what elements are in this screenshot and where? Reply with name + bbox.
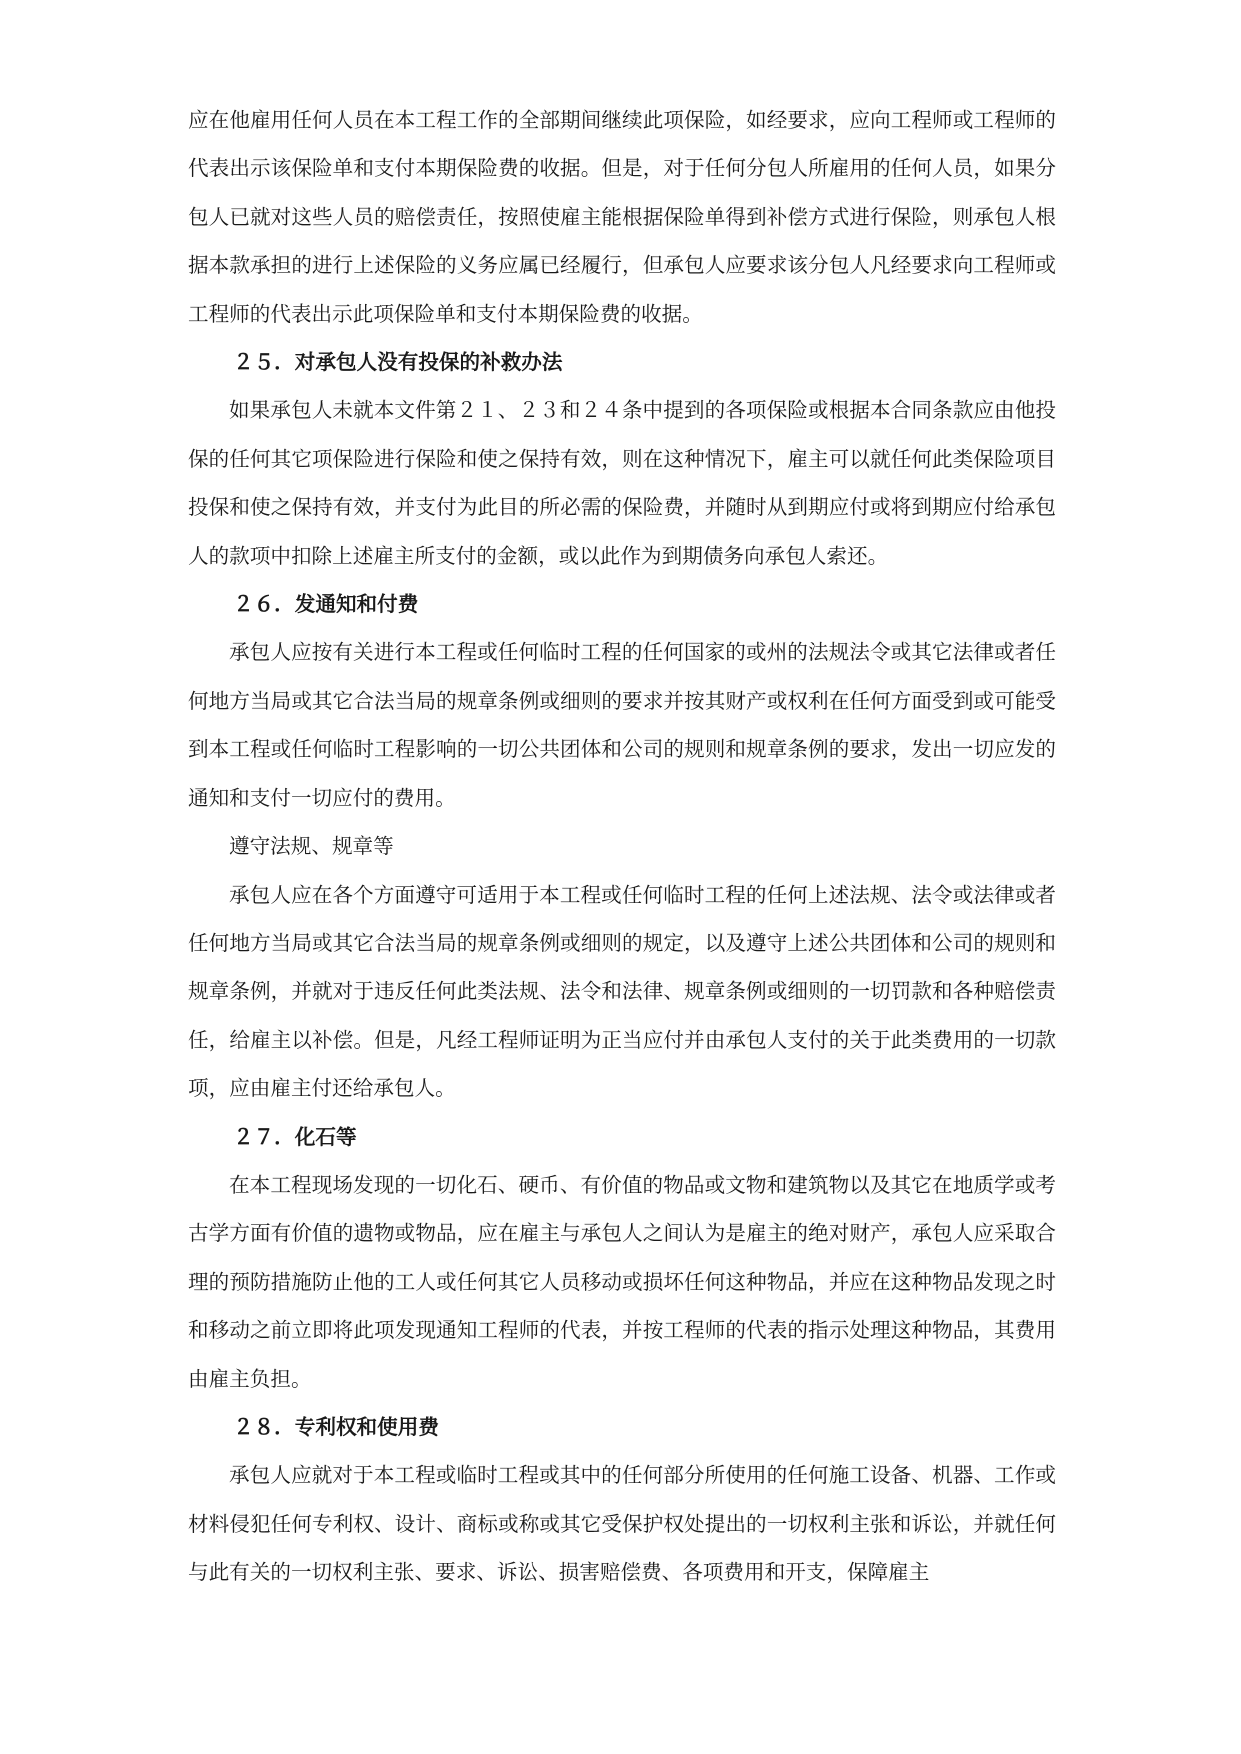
heading-section-27: ２７．化石等 (233, 1124, 357, 1149)
paragraph-section-25: 如果承包人未就本文件第２１、２３和２４条中提到的各项保险或根据本合同条款应由他投保的任何其它项保险进行保险和使之保持有效，则在这种情况下，雇主可以就任何此类保险项目投保和使之保持有效，并支付为此目的所必需的保险费，并随时从到期应付或将到期应付给承包人的款项中扣除上述雇主所支付的金额，或以此作为到期债务向承包人索还。 (188, 398, 1056, 568)
heading-section-25: ２５．对承包人没有投保的补救办法 (233, 350, 563, 375)
heading-section-28: ２８．专利权和使用费 (233, 1414, 439, 1439)
paragraph-section-28: 承包人应就对于本工程或临时工程或其中的任何部分所使用的任何施工设备、机器、工作或材料侵犯任何专利权、设计、商标或称或其它受保护权处提出的一切权利主张和诉讼，并就任何与此有关的一切权利主张、要求、诉讼、损害赔偿费、各项费用和开支，保障雇主 (188, 1463, 1056, 1585)
paragraph-section-27: 在本工程现场发现的一切化石、硬币、有价值的物品或文物和建筑物以及其它在地质学或考古学方面有价值的遗物或物品，应在雇主与承包人之间认为是雇主的绝对财产，承包人应采取合理的预防措施防止他的工人或任何其它人员移动或损坏任何这种物品，并应在这种物品发现之时和移动之前立即将此项发现通知工程师的代表，并按工程师的代表的指示处理这种物品，其费用由雇主负担。 (188, 1172, 1056, 1391)
heading-section-26: ２６．发通知和付费 (233, 592, 419, 617)
document-page (188, 96, 1056, 1597)
subheading-compliance: 遵守法规、规章等 (229, 834, 394, 859)
paragraph-insurance-continuation: 应在他雇用任何人员在本工程工作的全部期间继续此项保险，如经要求，应向工程师或工程师的代表出示该保险单和支付本期保险费的收据。但是，对于任何分包人所雇用的任何人员，如果分包人已就对这些人员的赔偿责任，按照使雇主能根据保险单得到补偿方式进行保险，则承包人根据本款承担的进行上述保险的义务应属已经履行，但承包人应要求该分包人凡经要求向工程师或工程师的代表出示此项保险单和支付本期保险费的收据。 (188, 108, 1056, 326)
paragraph-section-26-compliance: 承包人应在各个方面遵守可适用于本工程或任何临时工程的任何上述法规、法令或法律或者任何地方当局或其它合法当局的规章条例或细则的规定，以及遵守上述公共团体和公司的规则和规章条例，并就对于违反任何此类法规、法令和法律、规章条例或细则的一切罚款和各种赔偿责任，给雇主以补偿。但是，凡经工程师证明为正当应付并由承包人支付的关于此类费用的一切款项，应由雇主付还给承包人。 (188, 882, 1056, 1101)
paragraph-section-26-notices: 承包人应按有关进行本工程或任何临时工程的任何国家的或州的法规法令或其它法律或者任何地方当局或其它合法当局的规章条例或细则的要求并按其财产或权利在任何方面受到或可能受到本工程或任何临时工程影响的一切公共团体和公司的规则和规章条例的要求，发出一切应发的通知和支付一切应付的费用。 (188, 640, 1056, 810)
